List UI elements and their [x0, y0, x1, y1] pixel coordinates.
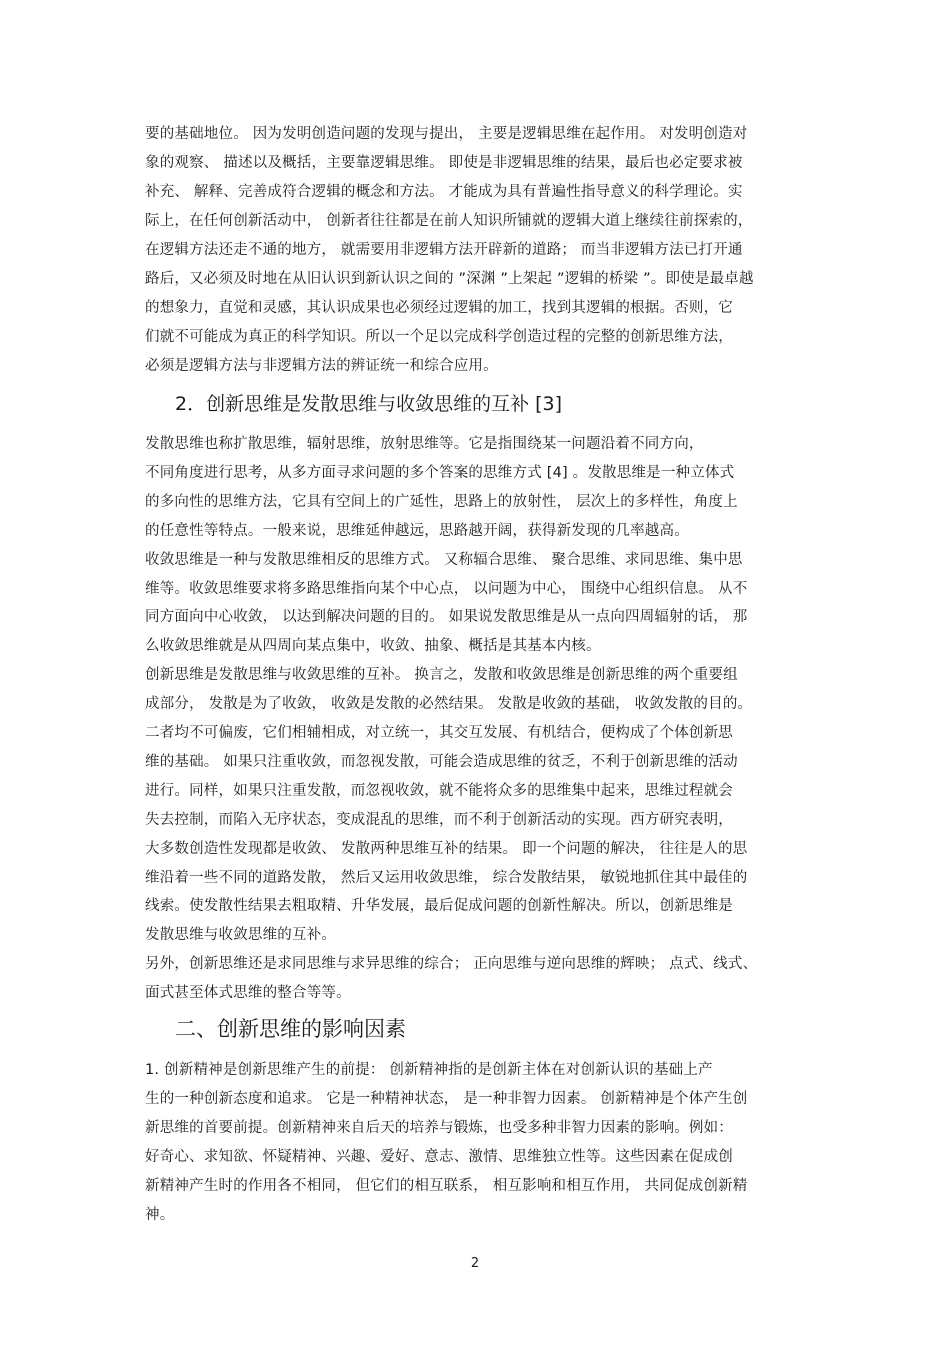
- text-line: 进行。同样，如果只注重发散，而忽视收敛，就不能将众多的思维集中起来，思维过程就会: [145, 782, 733, 799]
- text-line: 失去控制，而陷入无序状态，变成混乱的思维，而不利于创新活动的实现。西方研究表明，: [145, 811, 733, 828]
- text-line: 际上，在任何创新活动中， 创新者往往都是在前人知识所铺就的逻辑大道上继续往前探索的，: [145, 213, 753, 229]
- text-line: 生的一种创新态度和追求。 它是一种精神状态， 是一种非智力因素。 创新精神是个体产生创: [145, 1091, 748, 1107]
- text-line: 好奇心、求知欲、怀疑精神、兴趣、爱好、意志、激情、思维独立性等。这些因素在促成创: [145, 1149, 733, 1165]
- text-line: 另外，创新思维还是求同思维与求异思维的综合； 正向思维与逆向思维的辉映； 点式、线式、: [145, 956, 758, 973]
- text-line: 们就不可能成为真正的科学知识。所以一个足以完成科学创造过程的完整的创新思维方法，: [145, 329, 733, 345]
- text-line: 的想象力，直觉和灵感，其认识成果也必须经过逻辑的加工，找到其逻辑的根据。否则，它: [145, 300, 733, 316]
- text-line: 必须是逻辑方法与非逻辑方法的辨证统一和综合应用。: [145, 358, 498, 374]
- text-line: 的任意性等特点。一般来说，思维延伸越远，思路越开阔，获得新发现的几率越高。: [145, 522, 689, 539]
- text-line: 同方面向中心收敛， 以达到解决问题的目的。 如果说发散思维是从一点向四周辐射的话， 那: [145, 609, 748, 626]
- text-line: 二者均不可偏废，它们相辅相成，对立统一，其交互发展、有机结合，便构成了个体创新思: [145, 725, 733, 741]
- text-line: 发散思维也称扩散思维，辐射思维，放射思维等。它是指围绕某一问题沿着不同方向，: [145, 436, 704, 452]
- text-line: 1. 创新精神是创新思维产生的前提： 创新精神指的是创新主体在对创新认识的基础上产: [145, 1062, 713, 1078]
- text-line: 线索。使发散性结果去粗取精、升华发展，最后促成问题的创新性解决。所以，创新思维是: [145, 898, 733, 915]
- text-line: 维等。收敛思维要求将多路思维指向某个中心点， 以问题为中心， 围绕中心组织信息。 从不: [145, 580, 748, 597]
- section-heading-2: 2．创新思维是发散思维与收敛思维的互补 [3]: [175, 393, 563, 415]
- text-line: 的多向性的思维方法，它具有空间上的广延性，思路上的放射性， 层次上的多样性，角度上: [145, 493, 738, 510]
- page-number: 2: [470, 1256, 480, 1271]
- text-line: 成部分， 发散是为了收敛， 收敛是发散的必然结果。 发散是收敛的基础， 收敛发散的目的。: [145, 696, 753, 713]
- text-line: 么收敛思维就是从四周向某点集中，收敛、抽象、概括是其基本内核。: [145, 638, 601, 655]
- text-line: 面式甚至体式思维的整合等等。: [145, 985, 351, 1002]
- text-line: 收敛思维是一种与发散思维相反的思维方式。 又称辐合思维、 聚合思维、求同思维、集中思: [145, 551, 743, 568]
- text-line: 新思维的首要前提。创新精神来自后天的培养与锻炼，也受多种非智力因素的影响。例如：: [145, 1120, 733, 1136]
- text-line: 补充、 解释、完善成符合逻辑的概念和方法。 才能成为具有普遍性指导意义的科学理论。实: [145, 184, 743, 200]
- text-line: 神。: [145, 1207, 175, 1223]
- text-line: 维沿着一些不同的道路发散， 然后又运用收敛思维， 综合发散结果， 敏锐地抓住其中最佳的: [145, 869, 748, 886]
- text-line: 不同角度进行思考，从多方面寻求问题的多个答案的思维方式 [4] 。发散思维是一种立体式: [145, 464, 735, 481]
- text-line: 要的基础地位。 因为发明创造问题的发现与提出， 主要是逻辑思维在起作用。 对发明创造对: [145, 126, 748, 142]
- text-line: 维的基础。 如果只注重收敛，而忽视发散，可能会造成思维的贫乏，不利于创新思维的活动: [145, 753, 738, 770]
- text-line: 路后，又必须及时地在从旧认识到新认识之间的 ”深渊 ”上架起 ”逻辑的桥梁 ”。即使是最卓越: [145, 271, 754, 287]
- section-heading-influences: 二、创新思维的影响因素: [175, 1017, 406, 1041]
- text-line: 大多数创造性发现都是收敛、 发散两种思维互补的结果。 即一个问题的解决， 往往是人的思: [145, 840, 748, 857]
- text-line: 象的观察、 描述以及概括，主要靠逻辑思维。 即使是非逻辑思维的结果，最后也必定要求被: [145, 155, 743, 171]
- text-line: 在逻辑方法还走不通的地方， 就需要用非逻辑方法开辟新的道路； 而当非逻辑方法已打开通: [145, 242, 743, 258]
- text-line: 发散思维与收敛思维的互补。: [145, 927, 337, 944]
- text-line: 创新思维是发散思维与收敛思维的互补。 换言之，发散和收敛思维是创新思维的两个重要组: [145, 667, 738, 684]
- text-line: 新精神产生时的作用各不相同， 但它们的相互联系， 相互影响和相互作用， 共同促成创新精: [145, 1178, 748, 1194]
